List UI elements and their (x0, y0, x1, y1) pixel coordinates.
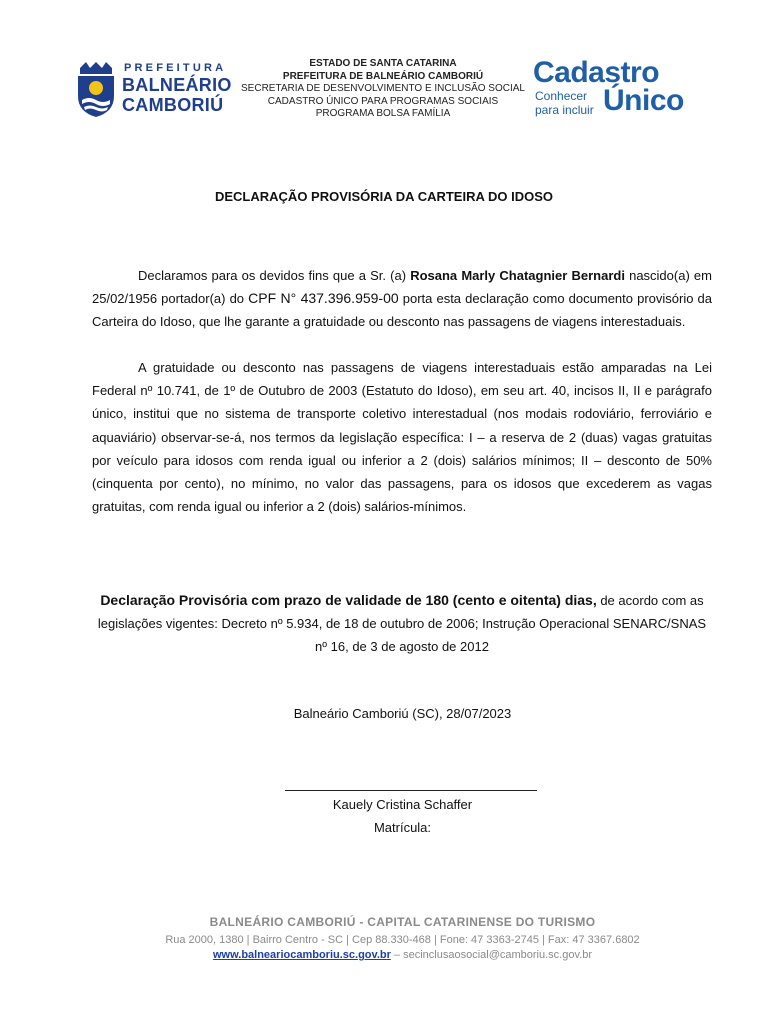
logo-unico-word: Único (603, 84, 684, 117)
validity-bold: Declaração Provisória com prazo de validade de 180 (cento e oitenta) dias, (100, 592, 597, 608)
matricula-label: Matrícula: (373, 820, 432, 835)
prefeitura-logo (74, 60, 234, 120)
validity-statement (92, 589, 712, 658)
legal-basis-paragraph (92, 356, 712, 518)
footer-address: Rua 2000, 1380 | Bairro Centro - SC | Cep 88.330-468 | Fone: 47 3363-2745 | Fax: 47 3367.6802 (165, 934, 640, 946)
letterhead-secretaria: SECRETARIA DE DESENVOLVIMENTO E INCLUSÃO SOCIAL (241, 83, 525, 94)
place-date: Balneário Camboriú (SC), 28/07/2023 (293, 706, 512, 721)
city-crest-icon (74, 60, 118, 118)
para1-lead: Declaramos para os devidos fins que a Sr. (a) (138, 268, 411, 283)
logo-prefeitura-word: PREFEITURA (124, 62, 227, 74)
para1-mid2: portador(a) do (157, 291, 249, 307)
logo-tagline-2: para incluir (535, 103, 594, 117)
cpf-number: CPF N° 437.396.959-00 (248, 290, 399, 307)
letterhead-programa: PROGRAMA BOLSA FAMÍLIA (315, 108, 451, 119)
footer-email: – secinclusaosocial@camboriu.sc.gov.br (390, 949, 592, 961)
letterhead-prefeitura: PREFEITURA DE BALNEÁRIO CAMBORIÚ (282, 70, 484, 82)
declaration-paragraph (92, 264, 712, 334)
signature-line (285, 790, 537, 791)
birth-date: 25/02/1956 (92, 291, 158, 307)
logo-city-line1: BALNEÁRIO (122, 75, 232, 95)
website-link[interactable]: www.balneariocamboriu.sc.gov.br (213, 949, 391, 961)
letterhead (238, 58, 528, 121)
para1-mid1: nascido(a) em (624, 268, 712, 283)
cadastro-unico-logo (533, 56, 703, 122)
para2-text: A gratuidade ou desconto nas passagens de viagens interestaduais estão amparadas na Lei Federal nº 10.741, de 1º de Outubro de 2003 (Estatuto do Idoso), em seu art. 40, incisos II, II e parágrafo único, institui que no sistema de transporte coletivo interestadual (nos modais rodoviário, ferroviário e aquaviário) observar-se-á, nos termos da legislação específica: I – a reserva de 2 (duas) vagas gratuitas por veículo para idosos com renda igual ou inferior a 2 (dois) salários mínimos; II – desconto de 50% (cinquenta por cento), no mínimo, no valor das passagens, para os idosos que excederem as vagas gratuitas, com renda igual ou inferior a 2 (dois) salários-mínimos. (92, 360, 712, 515)
letterhead-cadastro: CADASTRO ÚNICO PARA PROGRAMAS SOCIAIS (267, 95, 499, 107)
person-name: Rosana Marly Chatagnier Bernardi (410, 268, 625, 283)
document-title: DECLARAÇÃO PROVISÓRIA DA CARTEIRA DO IDOSO (214, 189, 553, 204)
footer-contacts (0, 949, 768, 961)
letterhead-state: ESTADO DE SANTA CATARINA (309, 58, 457, 69)
logo-city-line2: CAMBORIÚ (122, 95, 224, 115)
logo-cadastro-word: Cadastro (533, 56, 660, 89)
logo-tagline-1: Conhecer (535, 89, 588, 103)
signer-name: Kauely Cristina Schaffer (332, 797, 473, 812)
para1-tail: porta esta declaração como documento provisório da Carteira do Idoso, que lhe garante a gratuidade ou desconto nas passagens de viagens interestaduais. (92, 291, 712, 330)
validity-rest: de acordo com as legislações vigentes: Decreto nº 5.934, de 18 de outubro de 2006; Instrução Operacional SENARC/SNAS nº 16, de 3 de agosto de 2012 (97, 593, 707, 654)
footer-motto: BALNEÁRIO CAMBORIÚ - CAPITAL CATARINENSE DO TURISMO (209, 915, 596, 929)
